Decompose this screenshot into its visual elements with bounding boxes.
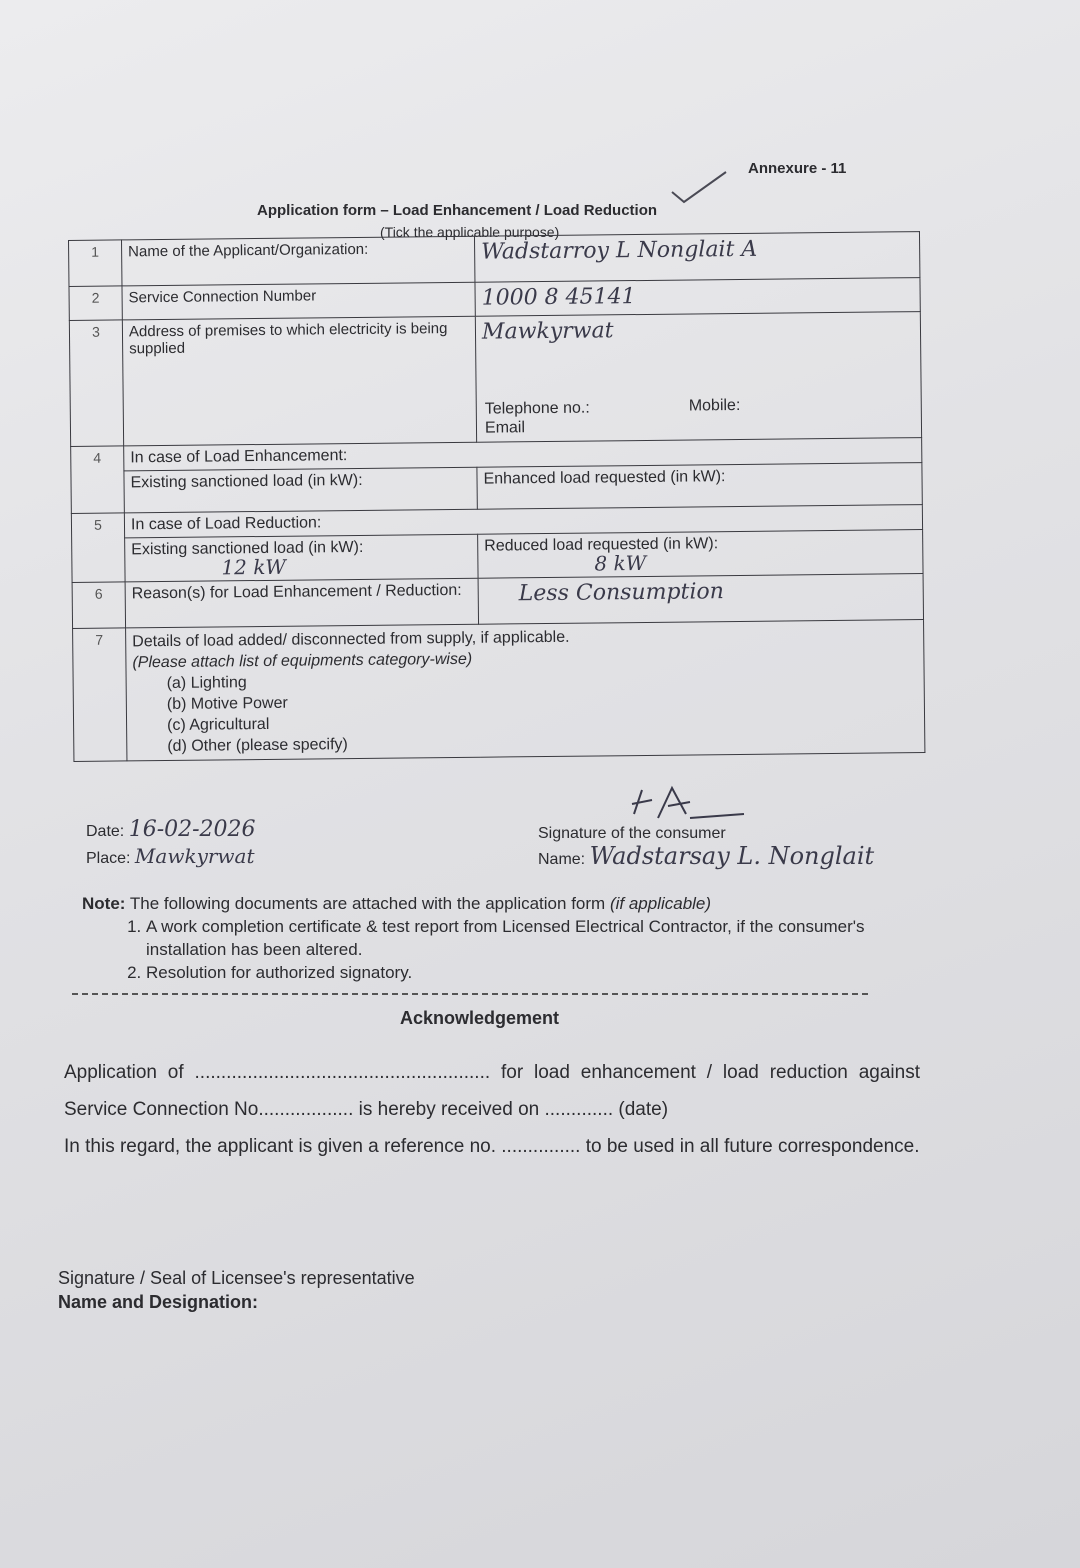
load-details-cell — [126, 620, 925, 761]
applicant-name-value[interactable]: Wadstarroy L Nonglait A — [474, 232, 919, 283]
load-reduction-heading: In case of Load Reduction: — [124, 505, 922, 538]
row-number: 5 — [71, 513, 125, 583]
reduced-load-label: Reduced load requested (in kW): — [484, 535, 719, 555]
email-label: Email — [484, 419, 526, 437]
attachment-list — [82, 915, 916, 984]
load-category-item: (b) Motive Power — [166, 694, 288, 713]
load-category-item: (d) Other (please specify) — [167, 736, 348, 755]
date-place-block — [86, 818, 256, 871]
table-row — [69, 312, 921, 447]
reduced-load-value[interactable]: 8 kW — [594, 550, 647, 576]
licensee-signature-label: Signature / Seal of Licensee's representative — [58, 1268, 415, 1288]
existing-load-value[interactable]: 12 kW — [221, 554, 287, 580]
row-number: 1 — [69, 240, 122, 287]
row-number: 2 — [69, 286, 122, 321]
acknowledgement-paragraph: In this regard, the applicant is given a reference no. ............... to be used in all future correspondence. — [64, 1136, 920, 1157]
licensee-signature-block — [58, 1266, 415, 1314]
load-category-item: (c) Agricultural — [167, 715, 270, 734]
consumer-name-value[interactable]: Wadstarsay L. Nonglait — [589, 842, 875, 870]
row-number: 4 — [71, 446, 125, 514]
consumer-signature-block — [538, 822, 874, 871]
row-number: 3 — [69, 320, 123, 447]
acknowledgement-body — [64, 1054, 920, 1165]
row-number: 6 — [72, 582, 125, 629]
load-details-note: (Please attach list of equipments category-wise) — [132, 650, 473, 672]
enhanced-load-label: Enhanced load requested (in kW): — [477, 463, 922, 510]
list-item: 1. A work completion certificate & test report from Licensed Electrical Contractor, if the consumer's installation has been altered. — [146, 915, 916, 961]
acknowledgement-title: Acknowledgement — [400, 1008, 560, 1028]
place-value[interactable]: Mawkyrwat — [134, 844, 255, 868]
existing-load-reduction-label: Existing sanctioned load (in kW): — [131, 538, 364, 559]
telephone-label: Telephone no.: — [484, 399, 590, 418]
acknowledgement-paragraph: Application of ........................................................ for load enhancement / load reduction against Service Connection No.................. is hereby received on ............. (date) — [64, 1062, 920, 1120]
application-form-table — [68, 231, 925, 762]
existing-load-enhancement-label: Existing sanctioned load (in kW): — [124, 467, 477, 513]
annexure-label: Annexure - 11 — [748, 160, 847, 177]
reason-value[interactable]: Less Consumption — [478, 574, 923, 625]
date-label: Date: — [86, 823, 125, 840]
note-section — [82, 892, 916, 984]
list-item: 2. Resolution for authorized signatory. — [146, 961, 916, 984]
reduced-load-cell — [478, 530, 923, 579]
name-designation-label: Name and Designation: — [58, 1292, 259, 1312]
load-details-text: Details of load added/ disconnected from supply, if applicable. — [132, 628, 570, 651]
address-value[interactable]: Mawkyrwat — [481, 318, 614, 345]
service-connection-value[interactable]: 1000 8 45141 — [475, 278, 920, 317]
service-connection-label: Service Connection Number — [122, 282, 475, 320]
mobile-label: Mobile: — [688, 396, 741, 415]
table-row — [73, 620, 925, 762]
applicant-name-label: Name of the Applicant/Organization: — [122, 236, 475, 286]
address-cell — [475, 312, 921, 443]
existing-load-reduction-cell — [125, 534, 478, 582]
date-value[interactable]: 16-02-2026 — [128, 817, 256, 842]
form-subtitle: (Tick the applicable purpose) — [380, 224, 560, 240]
load-category-item: (a) Lighting — [166, 674, 247, 692]
name-label: Name: — [538, 851, 586, 868]
row-number: 7 — [73, 628, 127, 762]
note-text: The following documents are attached with the application form — [129, 894, 606, 913]
note-label: Note: — [82, 894, 126, 913]
tick-mark-icon — [670, 168, 730, 208]
address-label: Address of premises to which electricity is being supplied — [122, 316, 476, 446]
form-title: Application form – Load Enhancement / Load Reduction — [257, 202, 658, 219]
note-qualifier: (if applicable) — [609, 894, 712, 913]
signature-label: Signature of the consumer — [538, 825, 726, 842]
consumer-signature-icon — [628, 784, 748, 824]
cut-line-divider — [72, 993, 868, 995]
load-enhancement-heading: In case of Load Enhancement: — [124, 438, 922, 471]
place-label: Place: — [86, 850, 131, 867]
reason-label: Reason(s) for Load Enhancement / Reduction: — [125, 578, 478, 628]
